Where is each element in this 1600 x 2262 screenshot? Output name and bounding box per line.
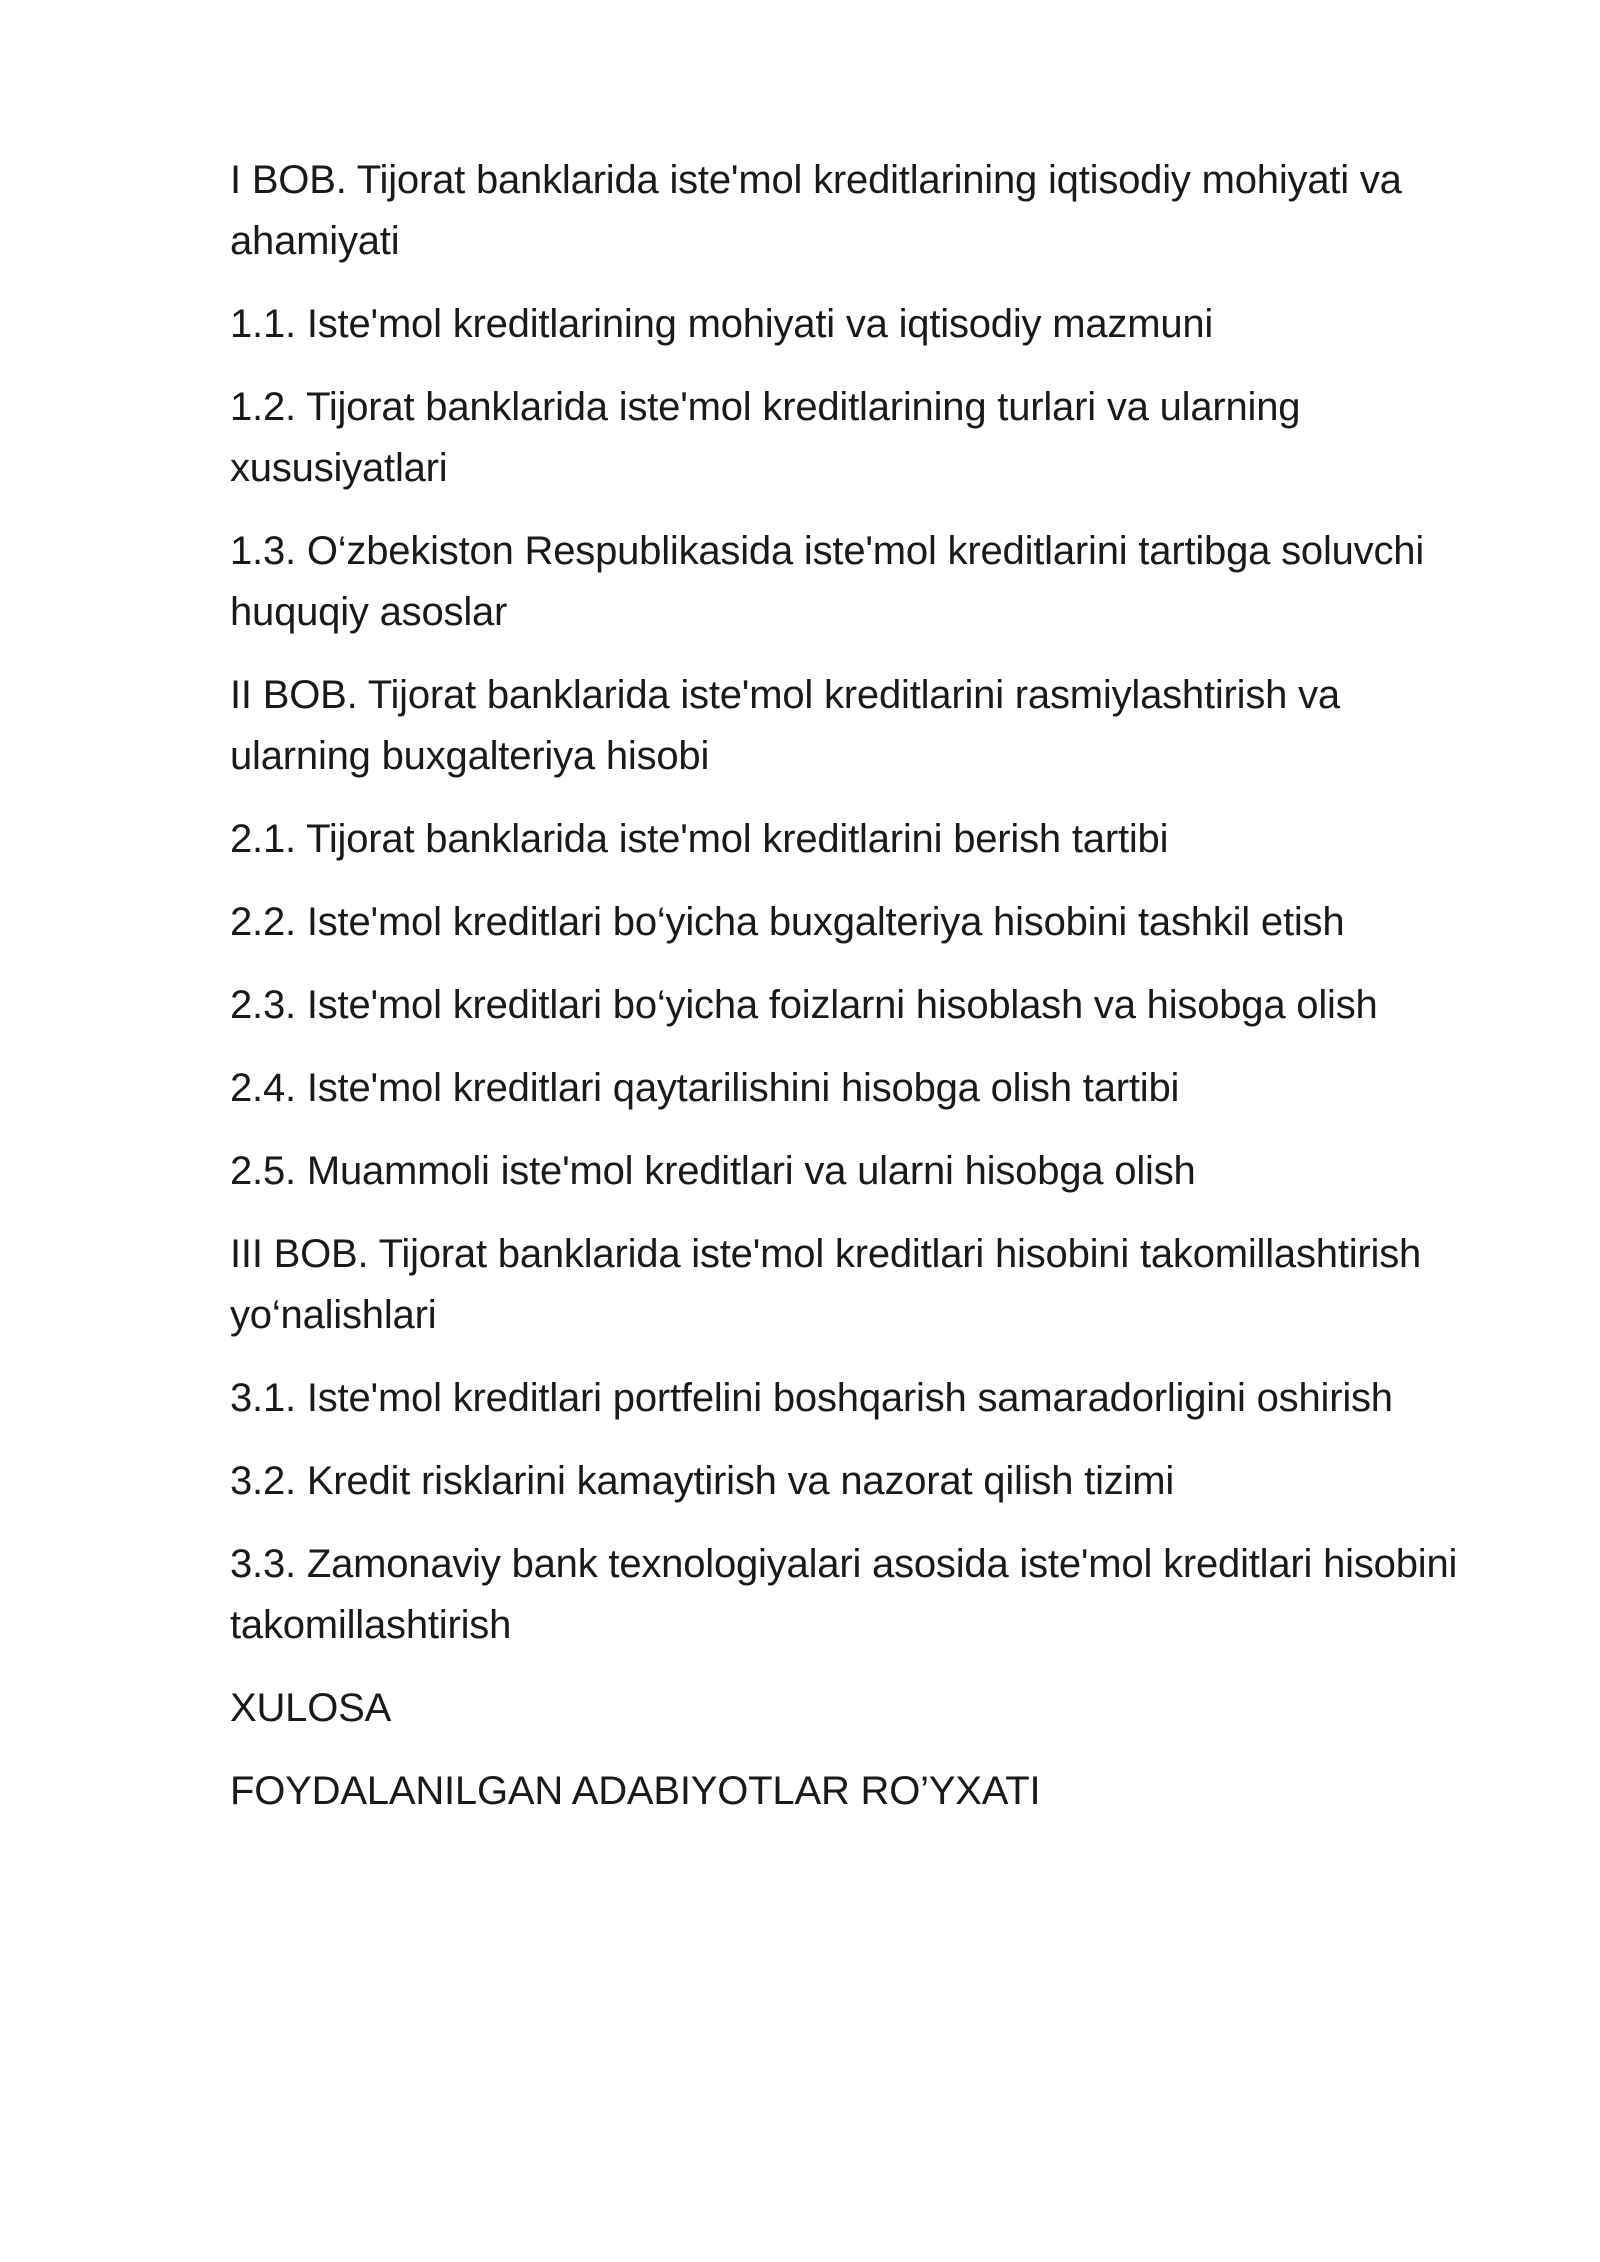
- toc-section-1-2: 1.2. Tijorat banklarida iste'mol kreditlarining turlari va ularning xususiyatlari: [230, 385, 1301, 490]
- toc-section-3-2: 3.2. Kredit risklarini kamaytirish va nazorat qilish tizimi: [230, 1459, 1175, 1503]
- toc-conclusion: XULOSA: [230, 1686, 392, 1730]
- table-of-contents: [230, 150, 1470, 1822]
- toc-section-2-3: 2.3. Iste'mol kreditlari bo‘yicha foizlarni hisoblash va hisobga olish: [230, 983, 1378, 1027]
- toc-section-3-3: 3.3. Zamonaviy bank texnologiyalari asosida iste'mol kreditlari hisobini takomillashtirish: [230, 1542, 1458, 1647]
- toc-section-1-1: 1.1. Iste'mol kreditlarining mohiyati va iqtisodiy mazmuni: [230, 302, 1214, 346]
- toc-chapter-1: I BOB. Tijorat banklarida iste'mol kreditlarining iqtisodiy mohiyati va ahamiyati: [230, 158, 1402, 263]
- toc-section-2-2: 2.2. Iste'mol kreditlari bo‘yicha buxgalteriya hisobini tashkil etish: [230, 900, 1345, 944]
- toc-section-2-4: 2.4. Iste'mol kreditlari qaytarilishini hisobga olish tartibi: [230, 1066, 1180, 1110]
- toc-section-2-5: 2.5. Muammoli iste'mol kreditlari va ularni hisobga olish: [230, 1149, 1196, 1193]
- toc-chapter-3: III BOB. Tijorat banklarida iste'mol kreditlari hisobini takomillashtirish yo‘nalishlari: [230, 1232, 1422, 1337]
- toc-section-1-3: 1.3. O‘zbekiston Respublikasida iste'mol kreditlarini tartibga soluvchi huquqiy asoslar: [230, 529, 1425, 634]
- toc-section-3-1: 3.1. Iste'mol kreditlari portfelini boshqarish samaradorligini oshirish: [230, 1376, 1393, 1420]
- toc-section-2-1: 2.1. Tijorat banklarida iste'mol kreditlarini berish tartibi: [230, 817, 1169, 861]
- toc-chapter-2: II BOB. Tijorat banklarida iste'mol kreditlarini rasmiylashtirish va ularning buxgalteriya hisobi: [230, 673, 1340, 778]
- toc-references: FOYDALANILGAN ADABIYOTLAR RO’YXATI: [230, 1769, 1041, 1813]
